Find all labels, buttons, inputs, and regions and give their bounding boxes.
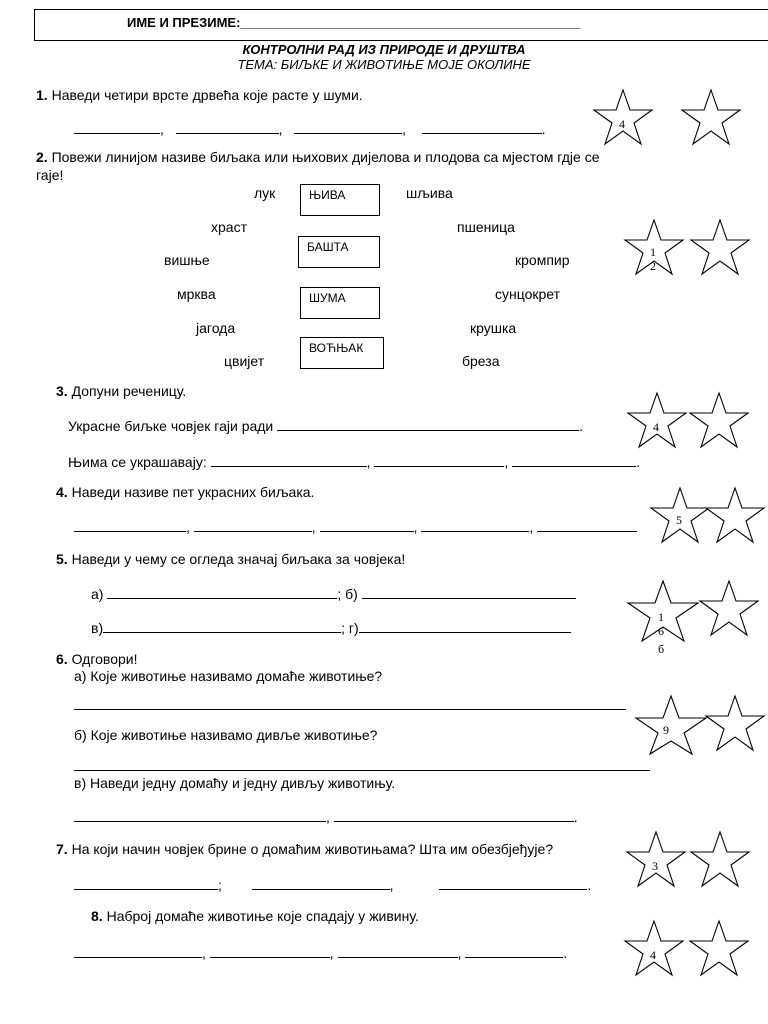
question-5-number: 5. xyxy=(56,551,68,567)
answer-blank[interactable] xyxy=(320,518,414,532)
plant-word[interactable]: лук xyxy=(254,185,276,201)
question-7 xyxy=(56,841,553,857)
plant-word[interactable]: мрква xyxy=(177,286,216,302)
score-star-icon xyxy=(689,218,751,276)
answer-blank[interactable] xyxy=(103,619,341,633)
answer-blank[interactable] xyxy=(210,944,330,958)
answer-blank[interactable] xyxy=(439,876,587,890)
plant-word[interactable]: јагода xyxy=(196,320,236,336)
answer-blank[interactable] xyxy=(211,453,367,467)
question-1-number: 1. xyxy=(36,87,48,103)
name-label: ИМЕ И ПРЕЗИМЕ:_______________________________________________ xyxy=(127,15,581,30)
question-3-number: 3. xyxy=(56,383,68,399)
answer-blank[interactable] xyxy=(194,518,312,532)
question-5-text: Наведи у чему се огледа значај биљака за човјека! xyxy=(71,551,406,567)
answer-blank[interactable] xyxy=(74,518,186,532)
answer-blank[interactable] xyxy=(537,518,637,532)
score-star-icon xyxy=(592,88,654,146)
question-6v-answer: , . xyxy=(74,808,578,825)
plant-word[interactable]: вишње xyxy=(164,252,210,268)
question-4-answer-row: , , , , xyxy=(74,518,637,535)
answer-blank[interactable] xyxy=(277,417,579,431)
answer-blank[interactable] xyxy=(359,619,571,633)
question-5-row-1: а) ; б) xyxy=(91,585,576,602)
score-star-icon xyxy=(704,694,766,752)
question-2-text: Повежи линијом називе биљака или њихових дијелова и плодова са мјестом гдје се xyxy=(51,149,600,165)
question-7-number: 7. xyxy=(56,841,68,857)
svg-text:1: 1 xyxy=(658,610,664,624)
plant-word[interactable]: бреза xyxy=(462,353,500,369)
svg-text:9: 9 xyxy=(663,723,669,737)
question-6-number: 6. xyxy=(56,651,68,667)
question-6b-text: б) Које животиње називамо дивље животиње? xyxy=(74,727,378,743)
answer-blank[interactable] xyxy=(74,120,160,134)
answer-blank[interactable] xyxy=(74,808,326,822)
score-star-icon xyxy=(634,694,708,756)
score-star-icon xyxy=(625,830,687,888)
answer-blank[interactable] xyxy=(422,120,542,134)
svg-text:5: 5 xyxy=(676,513,682,527)
answer-blank[interactable] xyxy=(338,944,458,958)
plant-word[interactable]: крушка xyxy=(470,320,517,336)
score-star-icon xyxy=(623,919,685,977)
plant-word[interactable]: кромпир xyxy=(515,252,570,268)
question-3-line-2: Њима се украшавају: , , . xyxy=(68,454,641,470)
question-7-answer-row: ; , . xyxy=(74,876,591,893)
question-1 xyxy=(36,87,363,103)
score-star-icon xyxy=(704,486,766,544)
test-title: КОНТРОЛНИ РАД ИЗ ПРИРОДЕ И ДРУШТВА xyxy=(242,42,526,57)
plant-word[interactable]: сунцокрет xyxy=(495,286,561,302)
svg-text:б: б xyxy=(658,642,665,656)
plant-word[interactable]: пшеница xyxy=(457,219,515,235)
place-box-orchard[interactable]: ВОЋЊАК xyxy=(300,337,384,369)
place-box-forest[interactable]: ШУМА xyxy=(300,287,380,319)
question-6-text: Одговори! xyxy=(71,651,138,667)
name-field-box[interactable] xyxy=(34,9,768,41)
question-1-answer-row: , , , . xyxy=(74,120,545,137)
question-8-answer-row: , , , . xyxy=(74,944,567,961)
question-3-text: Допуни реченицу. xyxy=(71,383,187,399)
plant-word[interactable]: шљива xyxy=(406,185,453,201)
answer-blank[interactable] xyxy=(465,944,563,958)
score-star-icon xyxy=(689,830,751,888)
question-6b-answer xyxy=(74,757,650,774)
question-3-line-1: Украсне биљке човјек гаји ради . xyxy=(68,418,584,434)
question-6a-text: а) Које животиње називамо домаће животиње? xyxy=(74,668,383,684)
place-box-field[interactable]: ЊИВА xyxy=(300,184,380,216)
answer-blank[interactable] xyxy=(107,585,337,599)
svg-text:3: 3 xyxy=(652,859,658,873)
answer-blank[interactable] xyxy=(176,120,279,134)
svg-text:2: 2 xyxy=(650,259,656,273)
score-star-icon xyxy=(688,919,750,977)
answer-blank[interactable] xyxy=(74,696,626,710)
score-star-icon xyxy=(649,486,711,544)
question-6v-text: в) Наведи једну домаћу и једну дивљу животињу. xyxy=(74,775,396,791)
answer-blank[interactable] xyxy=(512,453,636,467)
question-2 xyxy=(36,149,599,165)
question-1-text: Наведи четири врсте дрвећа које расте у шуми. xyxy=(51,87,363,103)
plant-word[interactable]: цвијет xyxy=(224,353,265,369)
score-star-icon xyxy=(680,88,742,146)
score-star-icon xyxy=(626,579,700,659)
svg-text:6: 6 xyxy=(658,624,664,638)
question-8-number: 8. xyxy=(91,908,103,924)
question-7-text: На који начин човјек брине о домаћим животињама? Шта им обезбјеђује? xyxy=(71,841,554,857)
question-6a-answer xyxy=(74,696,626,713)
answer-blank[interactable] xyxy=(421,518,529,532)
svg-text:4: 4 xyxy=(619,117,625,131)
question-4-number: 4. xyxy=(56,484,68,500)
answer-blank[interactable] xyxy=(74,757,650,771)
score-star-icon xyxy=(688,391,750,449)
question-2-number: 2. xyxy=(36,149,48,165)
question-3 xyxy=(56,383,186,399)
svg-text:4: 4 xyxy=(650,948,656,962)
answer-blank[interactable] xyxy=(74,944,202,958)
question-6 xyxy=(56,651,137,667)
question-4 xyxy=(56,484,314,500)
question-5-row-2: в) ; г) xyxy=(91,619,571,636)
test-theme: ТЕМА: БИЉКЕ И ЖИВОТИЊЕ МОЈЕ ОКОЛИНЕ xyxy=(237,57,531,72)
svg-text:4: 4 xyxy=(653,420,659,434)
svg-text:1: 1 xyxy=(650,245,656,259)
question-5 xyxy=(56,551,405,567)
answer-blank[interactable] xyxy=(374,453,504,467)
plant-word[interactable]: храст xyxy=(211,219,247,235)
answer-blank[interactable] xyxy=(294,120,402,134)
question-8 xyxy=(91,908,419,924)
score-star-icon xyxy=(626,391,688,449)
answer-blank[interactable] xyxy=(362,585,576,599)
place-box-garden[interactable]: БАШТА xyxy=(298,236,380,268)
question-4-text: Наведи називе пет украсних биљака. xyxy=(71,484,315,500)
score-star-icon xyxy=(698,579,760,637)
score-star-icon xyxy=(623,218,685,276)
answer-blank[interactable] xyxy=(252,876,390,890)
answer-blank[interactable] xyxy=(334,808,574,822)
question-8-text: Наброј домаће животиње које спадају у живину. xyxy=(106,908,419,924)
question-2-text-cont: гаје! xyxy=(36,167,64,183)
answer-blank[interactable] xyxy=(74,876,218,890)
